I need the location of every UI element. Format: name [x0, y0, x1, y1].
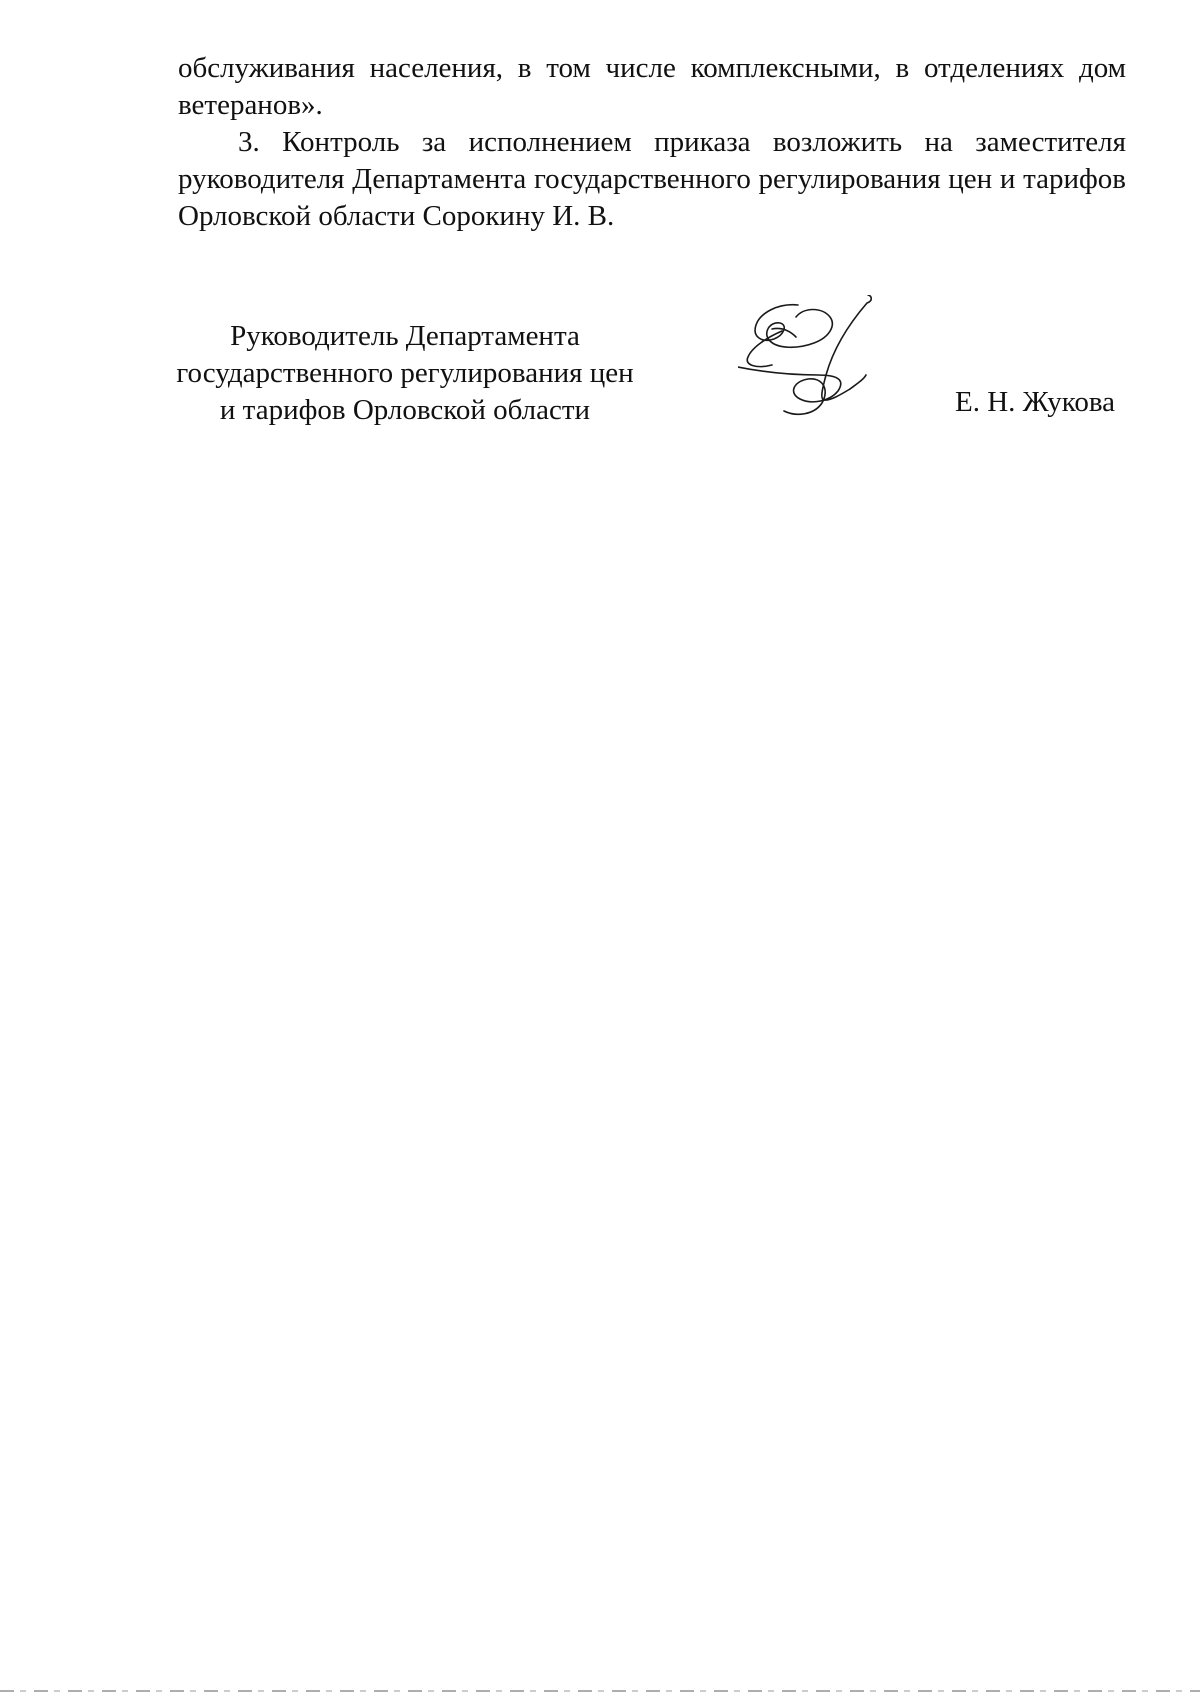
- signer-name: Е. Н. Жукова: [955, 386, 1116, 418]
- body-paragraph-3: 3. Контроль за исполнением приказа возложить на заместителя руководителя Департамента государственного регулирования цен и тарифов Орловской области Сорокину И. В.: [178, 126, 1126, 232]
- signer-title-line: Руководитель Департамента: [230, 320, 580, 352]
- page-bottom-edge: [0, 1690, 1200, 1692]
- signer-title-line: и тарифов Орловской области: [219, 394, 591, 426]
- document-body: [178, 50, 1126, 235]
- signer-title-block: [170, 318, 640, 429]
- body-continuation: обслуживания населения, в том числе комплексными, в отделениях дом ветеранов».: [178, 52, 1126, 121]
- signer-title-line: государственного регулирования цен: [176, 357, 634, 389]
- handwritten-signature: [738, 295, 948, 440]
